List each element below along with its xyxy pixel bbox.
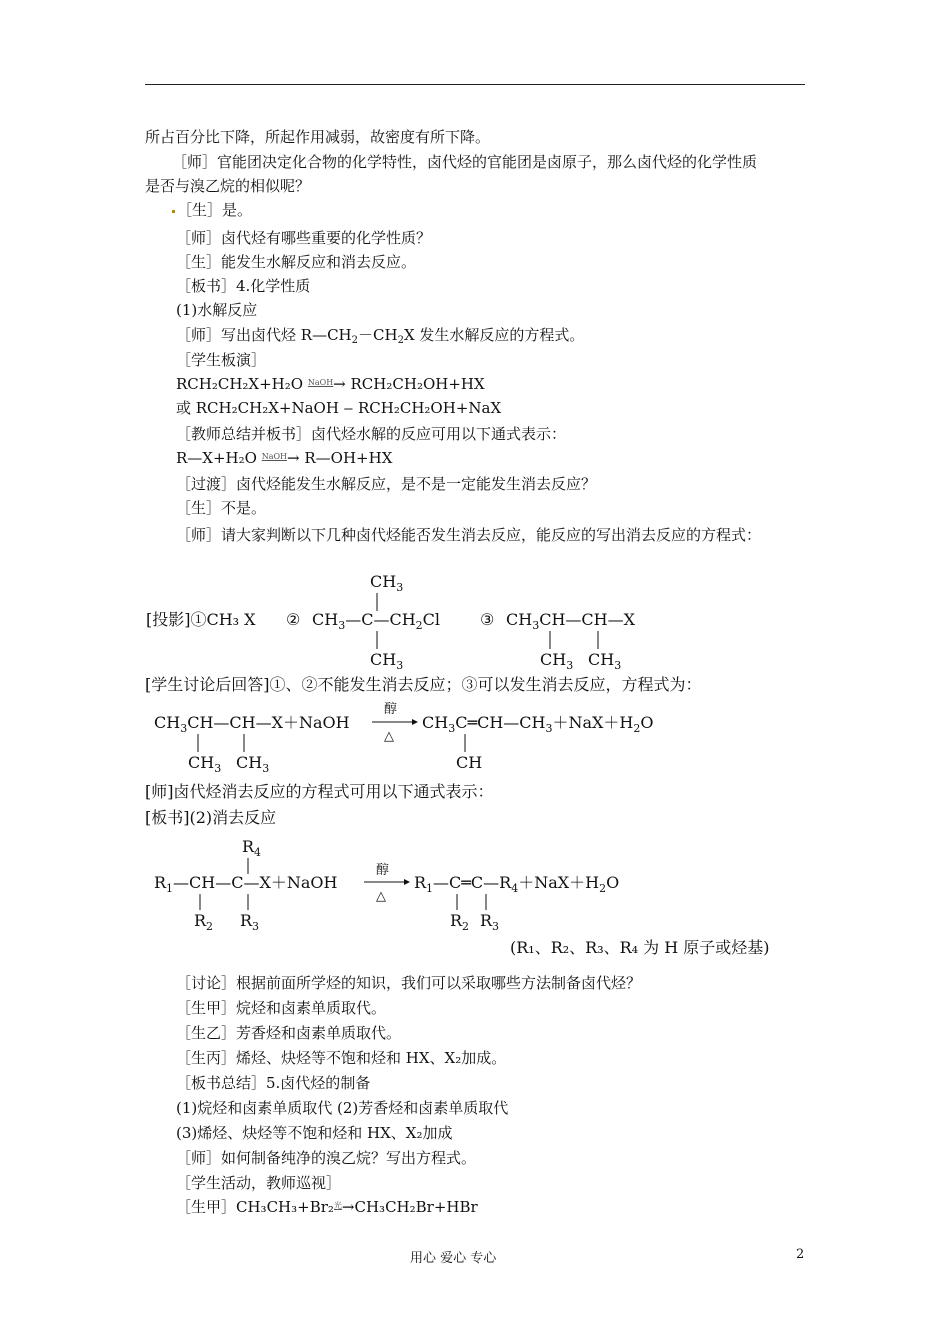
condition-bottom: △: [384, 729, 394, 744]
text-line: [师]卤代烃消去反应的方程式可用以下通式表示：: [145, 782, 494, 801]
text-line: ［师］官能团决定化合物的化学特性，卤代烃的官能团是卤原子，那么卤代烃的化学性质: [172, 153, 758, 171]
page-number: 2: [796, 1247, 805, 1262]
condition-bottom: △: [376, 889, 386, 904]
text-line: ［讨论］根据前面所学烃的知识，我们可以采取哪些方法制备卤代烃？: [176, 974, 642, 992]
proj-label: [投影]①CH₃ X: [146, 610, 256, 629]
svg-text:R4: $R_4$: [242, 837, 262, 859]
header-rule: [145, 84, 805, 85]
projection-structures: [140, 565, 680, 675]
elimination-equation: [150, 700, 710, 772]
svg-text:CH: CH: [456, 753, 483, 772]
equation: R—X+H₂O NaOH→ R—OH+HX: [176, 449, 393, 467]
svg-text:CH3: $CH_3$: [370, 650, 404, 672]
footer-slogan: 用心 爱心 专心: [410, 1251, 497, 1266]
proj-3: ③: [480, 610, 495, 629]
svg-text:CH3C═CH—CH3＋NaX＋H2O: $CH_3C═CH—CH_3+NaX+H_2O$: [422, 713, 654, 735]
svg-text:CH3: $CH_3$: [188, 753, 222, 772]
svg-text:R1—CH—C—X＋NaOH: $R_1—CH—C—X+NaOH$: [154, 873, 338, 895]
svg-text:CH3CH—CH—X: $CH_3CH—CH—X$: [506, 610, 635, 632]
svg-text:CH3: $CH_3$: [588, 650, 622, 672]
text-line: [板书](2)消去反应: [145, 808, 277, 827]
svg-text:R2: $R_2$: [450, 911, 470, 933]
svg-text:R3: $R_3$: [480, 911, 500, 933]
equation: ［生甲］CH₃CH₃+Br₂光→CH₃CH₂Br+HBr: [176, 1198, 478, 1216]
text-line: ［学生活动，教师巡视］: [176, 1174, 342, 1192]
text-line: ［学生板演］: [176, 351, 267, 369]
text-line: ［过渡］卤代烃能发生水解反应，是不是一定能发生消去反应？: [176, 475, 597, 493]
proj-2: ②: [286, 610, 301, 629]
text-line: ［生］是。: [172, 200, 252, 220]
text-line: ［教师总结并板书］卤代烃水解的反应可用以下通式表示：: [176, 425, 567, 443]
svg-text:CH3—C—CH2Cl: $CH_3—C—CH_2Cl$: [312, 610, 440, 632]
condition-top: 醇: [376, 863, 390, 878]
svg-text:CH3: $CH_3$: [370, 572, 404, 594]
text-line: ［生甲］烷烃和卤素单质取代。: [176, 999, 387, 1017]
text-line: ［板书总结］5.卤代烃的制备: [176, 1074, 371, 1092]
text-line: 所占百分比下降，所起作用减弱，故密度有所下降。: [145, 128, 491, 146]
text-line: 是否与溴乙烷的相似呢？: [145, 177, 311, 195]
text-line: ［生］不是。: [176, 499, 267, 517]
text-line: ［师］请大家判断以下几种卤代烃能否发生消去反应，能反应的写出消去反应的方程式：: [176, 526, 762, 544]
svg-text:CH3CH—CH—X＋NaOH: $CH_3CH—CH—X+NaOH$: [154, 713, 350, 735]
equation: 或 RCH₂CH₂X+NaOH ‒ RCH₂CH₂OH+NaX: [176, 399, 502, 417]
svg-text:R3: $R_3$: [240, 911, 260, 933]
text-line: (1)烷烃和卤素单质取代 (2)芳香烃和卤素单质取代: [176, 1099, 509, 1117]
text-line: ［师］卤代烃有哪些重要的化学性质？: [176, 229, 432, 247]
text-line: ［板书］4.化学性质: [176, 277, 311, 295]
note: (R₁、R₂、R₃、R₄ 为 H 原子或烃基): [510, 938, 770, 957]
text-line: ［师］写出卤代烃 $R—CH_2-CH_2X$ 发生水解反应的方程式。: [176, 326, 585, 346]
text-line: ［生乙］芳香烃和卤素单质取代。: [176, 1024, 402, 1042]
text-line: (3)烯烃、炔烃等不饱和烃和 HX、X₂加成: [176, 1124, 453, 1142]
text-line: (1)水解反应: [176, 301, 258, 319]
condition-top: 醇: [384, 702, 398, 717]
text-line: ［生丙］烯烃、炔烃等不饱和烃和 HX、X₂加成。: [176, 1049, 507, 1067]
svg-text:CH3: $CH_3$: [540, 650, 574, 672]
text-line: [学生讨论后回答]①、②不能发生消去反应；③可以发生消去反应，方程式为：: [145, 675, 702, 694]
general-elimination-equation: [150, 834, 670, 934]
svg-text:CH3: $CH_3$: [236, 753, 270, 772]
equation: RCH₂CH₂X+H₂O NaOH→ RCH₂CH₂OH+HX: [176, 375, 485, 393]
svg-text:R2: $R_2$: [194, 911, 214, 933]
text-line: ［生］能发生水解反应和消去反应。: [176, 253, 417, 271]
text-line: ［师］如何制备纯净的溴乙烷？写出方程式。: [176, 1149, 477, 1167]
svg-text:R1—C═C—R4＋NaX＋H2O: $R_1—C═C—R_4+NaX+H_2O$: [414, 873, 620, 895]
